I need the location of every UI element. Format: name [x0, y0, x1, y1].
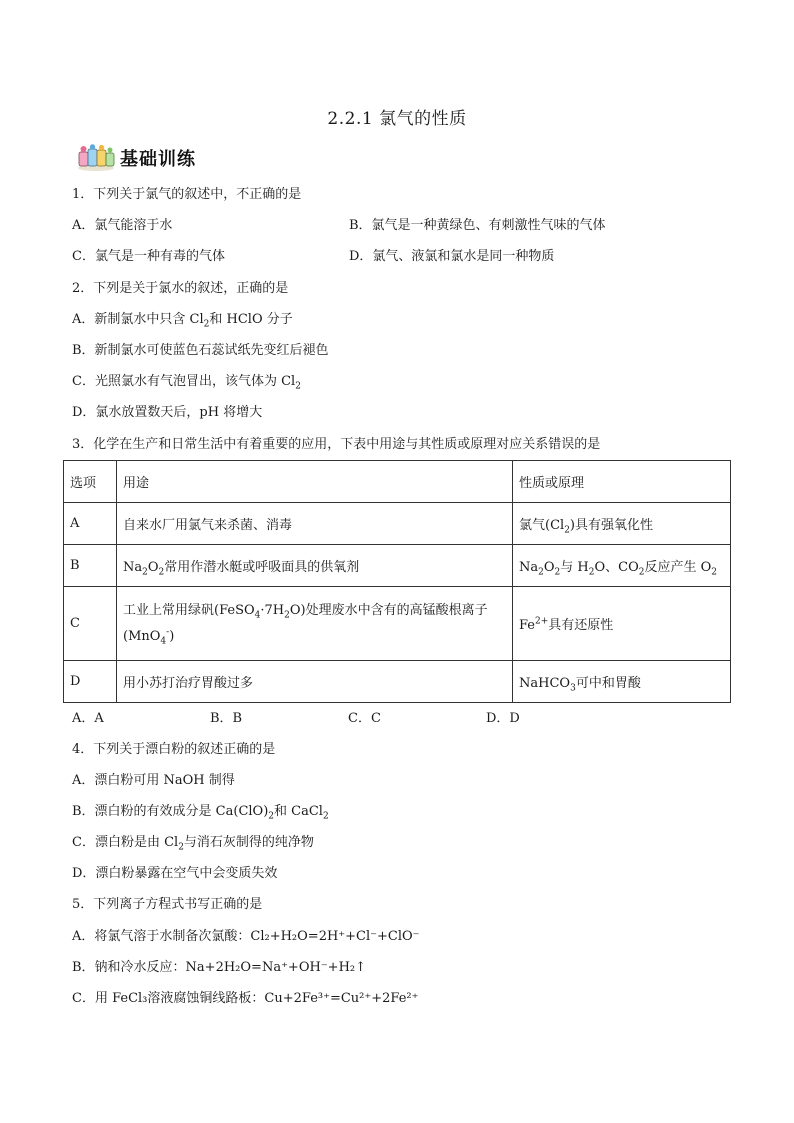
q5-option-c: C．用 FeCl₃溶液腐蚀铜线路板：Cu+2Fe³⁺=Cu²⁺+2Fe²⁺	[72, 991, 419, 1006]
q4-stem: 4．下列关于漂白粉的叙述正确的是	[72, 742, 276, 757]
section-label: 基础训练	[120, 149, 196, 170]
q4-option-b: B．漂白粉的有效成分是 $Ca(ClO)_2$和 CaCl$_2$	[72, 804, 329, 822]
q2-stem: 2．下列是关于氯水的叙述，正确的是	[72, 281, 289, 296]
q4-option-c: C．漂白粉是由 $Cl_2$与消石灰制得的纯净物	[72, 835, 314, 853]
q2-option-c: C．光照氯水有气泡冒出，该气体为 $Cl_2$	[72, 374, 301, 392]
q3-choice-d: D．D	[486, 711, 520, 726]
property-cell: $Fe^{2+}$具有还原性	[513, 587, 731, 661]
table-row	[64, 545, 731, 587]
use-cell: 自来水厂用氯气来杀菌、消毒	[117, 503, 513, 545]
q3-choice-b: B．B	[210, 711, 243, 726]
colorful-cups-icon	[76, 144, 116, 172]
table-header-row	[64, 461, 731, 503]
q4-option-d: D．漂白粉暴露在空气中会变质失效	[72, 866, 278, 881]
property-cell: 氯气$(Cl_2)$具有强氧化性	[513, 503, 731, 545]
q5-option-a: A．将氯气溶于水制备次氯酸：Cl₂+H₂O=2H⁺+Cl⁻+ClO⁻	[72, 929, 420, 944]
use-cell: 工业上常用绿矾$(FeSO_4\cdot 7H_2O)$处理废水中含有的高锰酸根离子 (MnO$_4$-)	[117, 587, 513, 661]
q1-option-d: D．氯气、液氯和氯水是同一种物质	[349, 249, 555, 264]
property-cell: NaHCO$_3$可中和胃酸	[513, 661, 731, 703]
option-cell: C	[64, 587, 117, 661]
table-row	[64, 587, 731, 661]
table-row	[64, 661, 731, 703]
option-cell: D	[64, 661, 117, 703]
q1-option-a: A．氯气能溶于水	[72, 218, 173, 233]
use-cell: 用小苏打治疗胃酸过多	[117, 661, 513, 703]
q1-option-c: C．氯气是一种有毒的气体	[72, 249, 225, 264]
section-header	[76, 144, 196, 172]
q3-stem: 3．化学在生产和日常生活中有着重要的应用，下表中用途与其性质或原理对应关系错误的是	[72, 437, 601, 452]
table-header-cell: 性质或原理	[513, 461, 731, 503]
table-header-cell: 选项	[64, 461, 117, 503]
q5-stem: 5．下列离子方程式书写正确的是	[72, 897, 263, 912]
q3-choice-c: C．C	[348, 711, 381, 726]
property-cell: $Na_2O_2$与 $H_2O$、$CO_2$反应产生 $O_2$	[513, 545, 731, 587]
option-cell: B	[64, 545, 117, 587]
q5-option-b: B．钠和冷水反应：Na+2H₂O=Na⁺+OH⁻+H₂↑	[72, 960, 367, 975]
q2-option-a: A．新制氯水中只含 $Cl_2$和 HClO 分子	[72, 312, 293, 330]
use-cell: $Na_2O_2$常用作潜水艇或呼吸面具的供氧剂	[117, 545, 513, 587]
q4-option-a: A．漂白粉可用 NaOH 制得	[72, 773, 235, 788]
page-title: 2.2.1 氯气的性质	[327, 109, 467, 129]
q3-table	[63, 460, 731, 703]
option-cell: A	[64, 503, 117, 545]
q2-option-b: B．新制氯水可使蓝色石蕊试纸先变红后褪色	[72, 343, 329, 358]
q1-stem: 1．下列关于氯气的叙述中，不正确的是	[72, 187, 302, 202]
q3-choice-a: A．A	[72, 711, 104, 726]
table-row	[64, 503, 731, 545]
table-header-cell: 用途	[117, 461, 513, 503]
q1-option-b: B．氯气是一种黄绿色、有刺激性气味的气体	[349, 218, 606, 233]
q2-option-d: D．氯水放置数天后，pH 将增大	[72, 405, 263, 420]
